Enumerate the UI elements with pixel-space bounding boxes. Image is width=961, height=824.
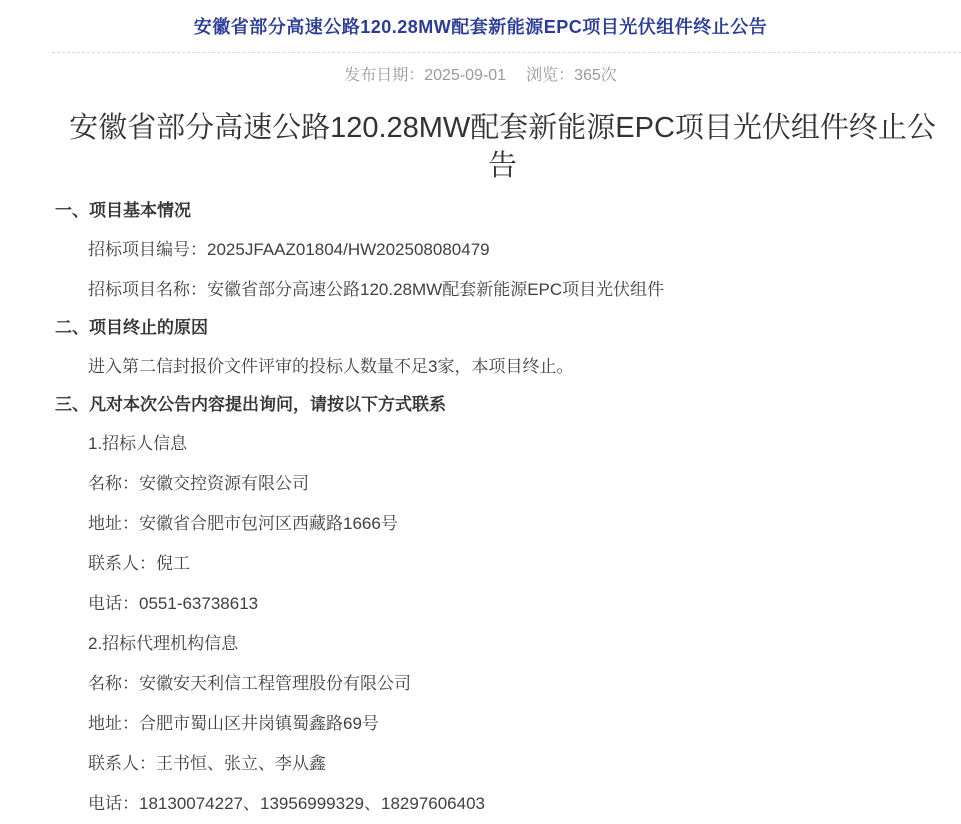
section-2-heading: 二、项目终止的原因 <box>55 318 208 337</box>
agency-info-subheading: 2.招标代理机构信息 <box>88 634 239 653</box>
tenderer-contact-line: 联系人：倪工 <box>88 554 190 573</box>
termination-reason-line: 进入第二信封报价文件评审的投标人数量不足3家，本项目终止。 <box>88 357 574 376</box>
article-content <box>55 109 950 816</box>
tender-project-name-line: 招标项目名称：安徽省部分高速公路120.28MW配套新能源EPC项目光伏组件 <box>88 280 665 299</box>
meta-bar <box>0 62 961 85</box>
agency-contact-line: 联系人：王书恒、张立、李从鑫 <box>88 754 326 773</box>
tender-project-number-line: 招标项目编号：2025JFAAZ01804/HW202508080479 <box>88 240 490 259</box>
tenderer-address-line: 地址：安徽省合肥市包河区西藏路1666号 <box>88 514 398 533</box>
tenderer-name-line: 名称：安徽交控资源有限公司 <box>88 474 309 493</box>
agency-phone-line: 电话：18130074227、13956999329、18297606403 <box>88 794 486 813</box>
article-heading-line-2: 告 <box>487 150 517 182</box>
section-3-heading: 三、凡对本次公告内容提出询问，请按以下方式联系 <box>55 395 446 414</box>
section-1-heading: 一、项目基本情况 <box>55 201 191 220</box>
views-label: 浏览： <box>526 67 575 84</box>
dashed-divider <box>52 52 961 53</box>
publish-date-label: 发布日期： <box>344 67 425 84</box>
article-heading <box>55 109 950 185</box>
publish-date-value: 2025-09-01 <box>424 67 507 84</box>
views-value: 365次 <box>574 67 617 84</box>
article-heading-line-1: 安徽省部分高速公路120.28MW配套新能源EPC项目光伏组件终止公 <box>69 112 936 144</box>
agency-address-line: 地址：合肥市蜀山区井岗镇蜀鑫路69号 <box>88 714 379 733</box>
page-title: 安徽省部分高速公路120.28MW配套新能源EPC项目光伏组件终止公告 <box>193 17 768 37</box>
tenderer-info-subheading: 1.招标人信息 <box>88 434 188 453</box>
agency-name-line: 名称：安徽安天利信工程管理股份有限公司 <box>88 674 411 693</box>
tenderer-phone-line: 电话：0551-63738613 <box>88 594 259 613</box>
